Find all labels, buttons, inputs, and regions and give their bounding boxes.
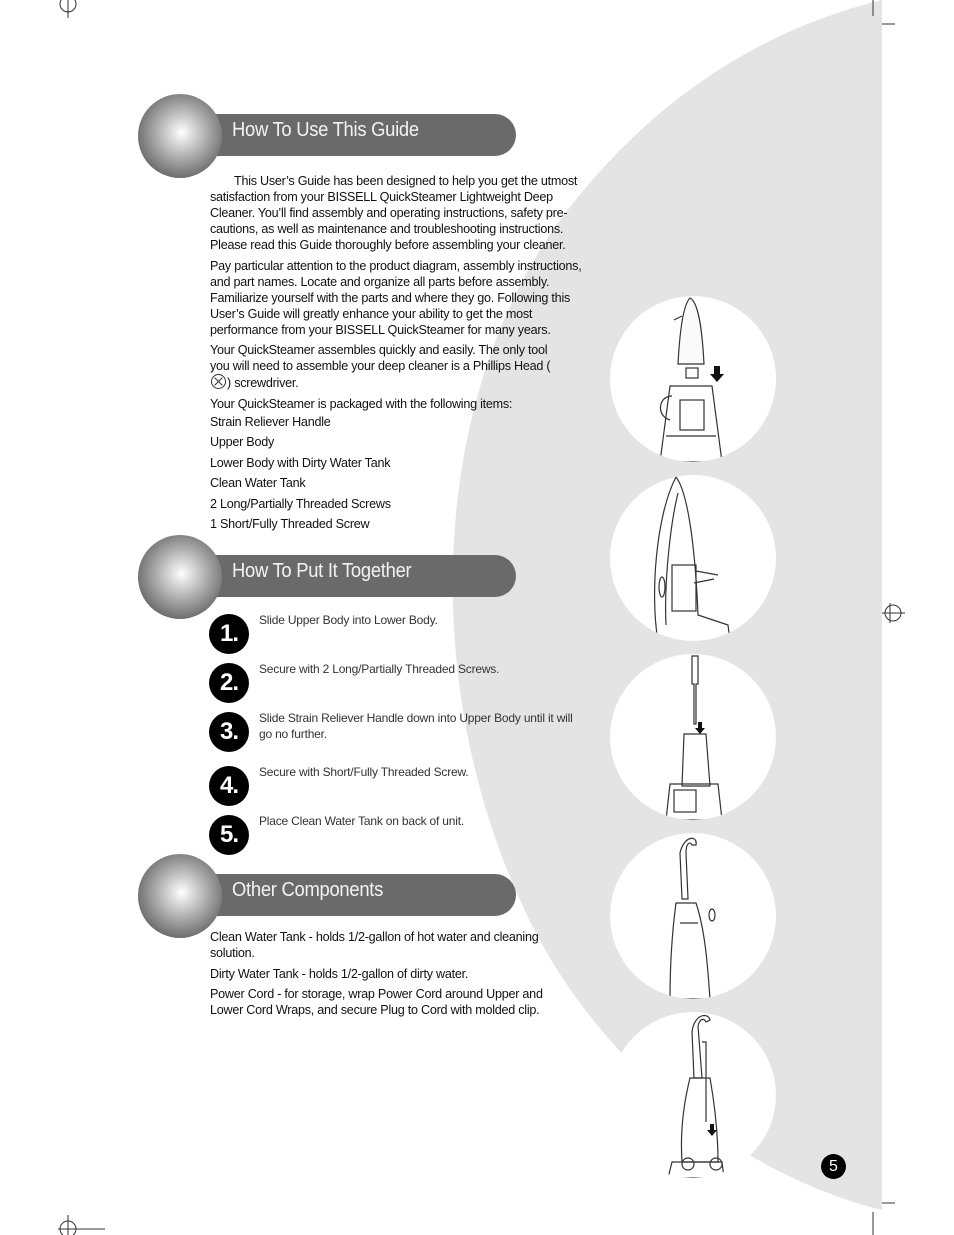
phillips-head-icon <box>211 374 226 389</box>
sphere-icon <box>138 535 222 619</box>
tool-text-b: ) screwdriver. <box>227 376 299 390</box>
section-title: How To Put It Together <box>232 560 412 582</box>
clean-water-tank-illustration <box>610 1012 776 1178</box>
page-number: 5 <box>821 1154 846 1179</box>
paragraph: This User’s Guide has been designed to help you get the utmost satisfaction from your BISSELL QuickSteamer Lightweight Deep Cleaner. You’ll find assembly and operating instructions, safety pre-cautions, as well as maintenance and troubleshooting instructions. Please read this Guide thoroughly before assembling your cleaner. <box>210 174 578 252</box>
sphere-icon <box>138 94 222 178</box>
step-number-badge: 4. <box>209 766 249 806</box>
section-title: How To Use This Guide <box>232 119 419 141</box>
step-text: Secure with 2 Long/Partially Threaded Screws. <box>259 662 500 676</box>
handle-insert-illustration <box>610 654 776 820</box>
other-components-body <box>210 929 585 1023</box>
step-number-badge: 3. <box>209 712 249 752</box>
list-item: Upper Body <box>210 435 275 450</box>
step-number-badge: 2. <box>209 663 249 703</box>
step-number-badge: 1. <box>209 614 249 654</box>
section-header-use-guide <box>138 94 518 178</box>
cleaner-drawing-4 <box>610 833 776 999</box>
step-text: Slide Strain Reliever Handle down into Upper Body until it will go no further. <box>259 711 573 741</box>
tool-text-a: Your QuickSteamer assembles quickly and easily. The only tool you will need to assemble your deep cleaner is a Phillips Head ( <box>210 343 551 373</box>
list-item: Clean Water Tank <box>210 476 306 491</box>
packaged-items-list <box>210 412 391 534</box>
upper-body-into-lower-body-illustration <box>610 296 776 462</box>
list-item: 1 Short/Fully Threaded Screw <box>210 516 370 531</box>
tool-paragraph <box>210 342 555 391</box>
paragraph: Dirty Water Tank - holds 1/2-gallon of dirty water. <box>210 966 469 981</box>
paragraph: Power Cord - for storage, wrap Power Cord around Upper and Lower Cord Wraps, and secure Plug to Cord with molded clip. <box>210 987 543 1017</box>
packaged-intro: Your QuickSteamer is packaged with the following items: <box>210 396 513 411</box>
step-text: Secure with Short/Fully Threaded Screw. <box>259 765 469 779</box>
cleaner-drawing-3 <box>610 654 776 820</box>
section-header-other-components <box>138 854 518 938</box>
section-header-put-together <box>138 535 518 619</box>
sphere-icon <box>138 854 222 938</box>
cleaner-drawing-5 <box>610 1012 776 1178</box>
cleaner-drawing-2 <box>610 475 776 641</box>
list-item: Lower Body with Dirty Water Tank <box>210 455 391 470</box>
cleaner-drawing-1 <box>610 296 776 462</box>
step-number-badge: 5. <box>209 815 249 855</box>
step-text: Place Clean Water Tank on back of unit. <box>259 814 464 828</box>
list-item: Strain Reliever Handle <box>210 415 331 429</box>
use-guide-body <box>210 173 585 416</box>
list-item: 2 Long/Partially Threaded Screws <box>210 496 391 511</box>
paragraph: Clean Water Tank - holds 1/2-gallon of hot water and cleaning solution. <box>210 930 539 960</box>
paragraph: Pay particular attention to the product diagram, assembly instructions, and part names. Locate and organize all parts before assembly. Familiarize yourself with the parts and where they go. Following this User’s Guide will greatly enhance your ability to get the most performance from your BISSELL QuickSteamer for many years. <box>210 258 582 337</box>
handle-screw-illustration <box>610 833 776 999</box>
screws-illustration <box>610 475 776 641</box>
section-title: Other Components <box>232 879 384 901</box>
step-text: Slide Upper Body into Lower Body. <box>259 613 438 627</box>
